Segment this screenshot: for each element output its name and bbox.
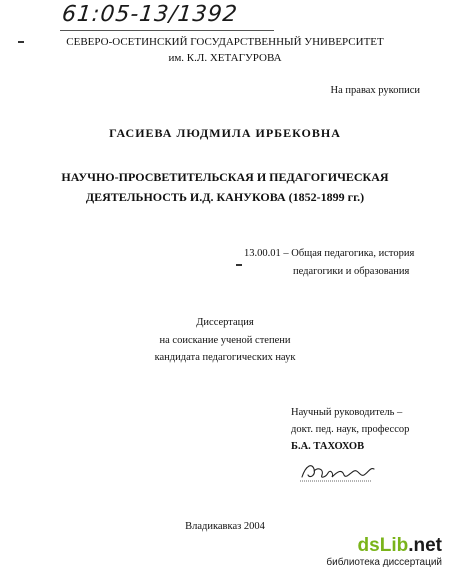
watermark-subtitle: библиотека диссертаций bbox=[326, 557, 442, 568]
specialty-name: педагогики и образования bbox=[293, 266, 410, 277]
specialty-code: 13.00.01 – Общая педагогика, история bbox=[244, 248, 415, 259]
watermark-logo bbox=[307, 535, 442, 557]
thesis-title-line2: ДЕЯТЕЛЬНОСТЬ И.Д. КАНУКОВА (1852-1899 гг.) bbox=[85, 190, 365, 204]
supervisor-signature bbox=[298, 455, 378, 487]
dslib-watermark bbox=[307, 535, 442, 579]
author-name: ГАСИЕВА ЛЮДМИЛА ИРБЕКОВНА bbox=[109, 126, 341, 140]
scan-mark bbox=[18, 41, 24, 43]
supervisor-label: Научный руководитель – bbox=[291, 407, 403, 418]
thesis-title-line1: НАУЧНО-ПРОСВЕТИТЕЛЬСКАЯ И ПЕДАГОГИЧЕСКАЯ bbox=[61, 170, 389, 184]
university-named-after: им. К.Л. ХЕТАГУРОВА bbox=[168, 52, 282, 64]
supervisor-name: Б.А. ТАХОХОВ bbox=[291, 441, 365, 452]
archive-code: 61:05-13/1392 bbox=[60, 2, 240, 27]
university-name: СЕВЕРО-ОСЕТИНСКИЙ ГОСУДАРСТВЕННЫЙ УНИВЕРСИТЕТ bbox=[66, 36, 384, 48]
scan-mark bbox=[236, 264, 242, 266]
watermark-logo-main: dsLib bbox=[357, 535, 409, 556]
dissertation-label: Диссертация bbox=[196, 317, 254, 328]
rights-note: На правах рукописи bbox=[330, 85, 420, 96]
city-year: Владикавказ 2004 bbox=[185, 521, 265, 532]
dissertation-field: кандидата педагогических наук bbox=[154, 352, 296, 363]
dissertation-degree: на соискание ученой степени bbox=[159, 335, 291, 346]
archive-code-underline bbox=[60, 30, 274, 31]
watermark-logo-tld: .net bbox=[408, 535, 442, 556]
supervisor-credentials: докт. пед. наук, профессор bbox=[291, 424, 410, 435]
